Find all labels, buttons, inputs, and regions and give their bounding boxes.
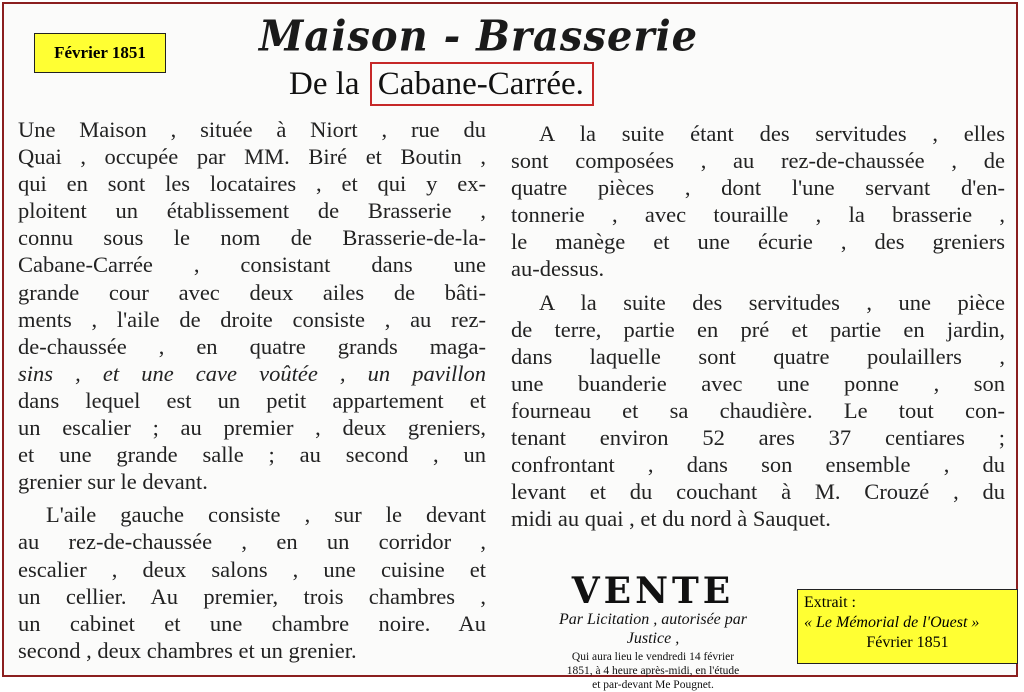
vente-subtitle-line: Par Licitation , autorisée par xyxy=(559,611,747,628)
right-paragraph-2 xyxy=(511,289,1005,533)
extract-source: « Le Mémorial de l'Ouest » xyxy=(804,614,980,631)
text-line: L'aile gauche consiste , sur le devant xyxy=(46,502,486,528)
text-line: A la suite étant des servitudes , elles xyxy=(539,121,1005,146)
right-paragraph-1 xyxy=(511,120,1005,283)
text-line: ments , l'aile de droite consiste , au rez- xyxy=(18,306,486,332)
vente-details xyxy=(512,650,794,692)
masthead-title: Maison - Brasserie xyxy=(259,11,699,62)
text-line: un cellier. Au premier, trois chambres , xyxy=(18,583,486,609)
vente-subtitle xyxy=(512,610,794,648)
left-column xyxy=(18,116,486,664)
text-line: le manège et une écurie , des greniers xyxy=(511,229,1005,255)
text-line: second , deux chambres et un grenier. xyxy=(18,637,357,663)
date-badge xyxy=(34,33,166,73)
text-line: au rez-de-chaussée , en un corridor , xyxy=(18,529,486,555)
text-line: A la suite des servitudes , une pièce xyxy=(539,289,1005,315)
vente-detail-line: Qui aura lieu le vendredi 14 février xyxy=(571,651,735,663)
text-line: de-chaussée , en quatre grands maga- xyxy=(18,333,486,359)
subtitle-highlight: Cabane-Carrée. xyxy=(370,62,594,106)
text-line: sont composées , au rez-de-chaussée , de xyxy=(511,148,1005,174)
vente-announcement xyxy=(512,572,794,692)
text-line: dans lequel est un petit appartement et xyxy=(18,387,486,413)
text-line: sins , et une cave voûtée , un pavillon xyxy=(18,360,486,386)
text-line: levant et du couchant à M. Crouzé , du xyxy=(511,479,1005,505)
vente-title: VENTE xyxy=(571,570,735,612)
text-line: quatre pièces , dont l'une servant d'en- xyxy=(511,175,1005,201)
vente-subtitle-line: Justice , xyxy=(626,630,680,647)
date-badge-text: Février 1851 xyxy=(54,43,146,62)
text-line: ploitent un établissement de Brasserie , xyxy=(18,198,486,224)
text-line: Une Maison , située à Niort , rue du xyxy=(18,117,486,142)
extract-label: Extrait : xyxy=(804,594,856,611)
text-line: dans laquelle sont quatre poulaillers , xyxy=(511,343,1005,369)
text-line: et une grande salle ; au second , un xyxy=(18,442,486,468)
text-line: grenier sur le devant. xyxy=(18,469,208,495)
subtitle-prefix: De la xyxy=(289,66,360,102)
text-line: tenant environ 52 ares 37 centiares ; xyxy=(511,425,1005,451)
vente-detail-line: 1851, à 4 heure après-midi, en l'étude xyxy=(566,665,740,677)
text-line: Cabane-Carrée , consistant dans une xyxy=(18,252,486,278)
text-line: midi au quai , et du nord à Sauquet. xyxy=(511,506,831,532)
extract-source-box xyxy=(797,589,1018,664)
extract-date: Février 1851 xyxy=(866,634,949,651)
newspaper-clipping xyxy=(2,2,1018,691)
left-paragraph-2 xyxy=(18,501,486,664)
right-column xyxy=(511,120,1005,532)
text-line: grande cour avec deux ailes de bâti- xyxy=(18,279,486,305)
text-line: qui en sont les locataires , et qui y ex- xyxy=(18,171,486,197)
text-line: connu sous le nom de Brasserie-de-la- xyxy=(18,225,486,251)
left-paragraph-1 xyxy=(18,116,486,495)
text-line: de terre, partie en pré et partie en jardin, xyxy=(511,316,1005,342)
text-line: confrontant , dans son ensemble , du xyxy=(511,452,1005,478)
text-line: un escalier ; au premier , deux greniers, xyxy=(18,415,486,441)
text-line: au-dessus. xyxy=(511,256,605,282)
text-line: un cabinet et une chambre noire. Au xyxy=(18,610,486,636)
text-line: escalier , deux salons , une cuisine et xyxy=(18,556,486,582)
text-line: une buanderie avec une ponne , son xyxy=(511,370,1005,396)
text-line: tonnerie , avec touraille , la brasserie , xyxy=(511,202,1005,228)
text-line: Quai , occupée par MM. Biré et Boutin , xyxy=(18,144,486,170)
text-line: fourneau et sa chaudière. Le tout con- xyxy=(511,397,1005,423)
subtitle xyxy=(289,62,594,106)
vente-detail-line: et par-devant Me Pougnet. xyxy=(592,679,714,691)
